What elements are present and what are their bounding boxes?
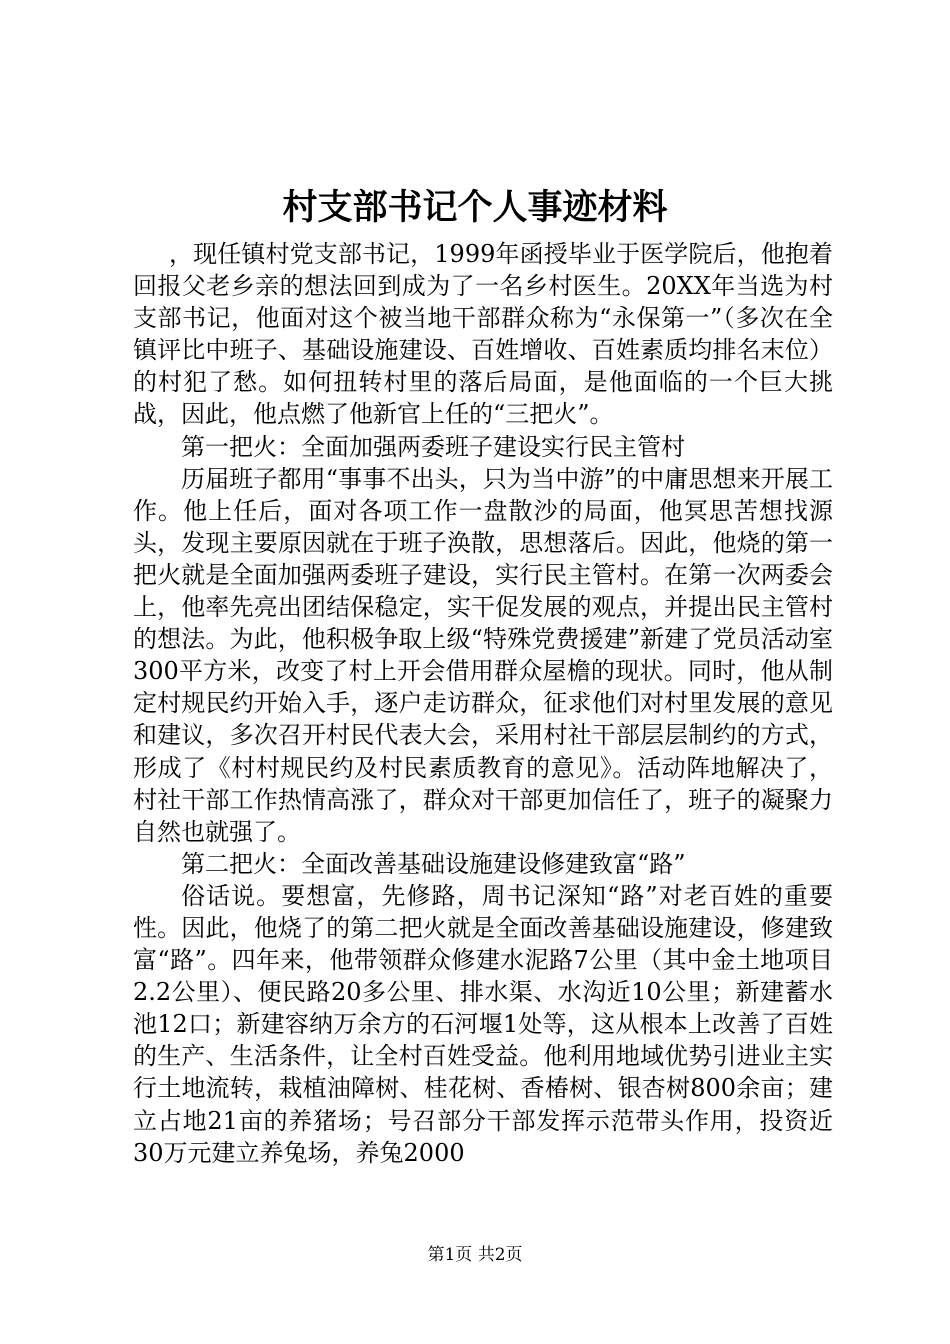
paragraph-intro: ，现任镇村党支部书记，1999年函授毕业于医学院后，他抱着回报父老乡亲的想法回到成为了一名乡村医生。20XX年当选为村支部书记，他面对这个被当地干部群众称为“永保第一”（多次在全镇评比中班子、基础设施建设、百姓增收、百姓素质均排名末位）的村犯了愁。如何扭转村里的落后局面，是他面临的一个巨大挑战，因此，他点燃了他新官上任的“三把火”。 [133, 240, 833, 429]
document-body [133, 238, 833, 1169]
page-number-footer: 第1页 共2页 [427, 1245, 523, 1265]
paragraph-first-fire: 历届班子都用“事事不出头，只为当中游”的中庸思想来开展工作。他上任后，面对各项工作一盘散沙的局面，他冥思苦想找源头，发现主要原因就在于班子涣散，思想落后。因此，他烧的第一把火就是全面加强两委班子建设，实行民主管村。在第一次两委会上，他率先亮出团结保稳定，实干促发展的观点，并提出民主管村的想法。为此，他积极争取上级“特殊党费援建”新建了党员活动室300平方米，改变了村上开会借用群众屋檐的现状。同时，他从制定村规民约开始入手，逐户走访群众，征求他们对村里发展的意见和建议，多次召开村民代表大会，采用村社干部层层制约的方式，形成了《村村规民约及村民素质教育的意见》。活动阵地解决了，村社干部工作热情高涨了，群众对干部更加信任了，班子的凝聚力自然也就强了。 [133, 464, 833, 846]
paragraph-second-fire: 俗话说。要想富，先修路，周书记深知“路”对老百姓的重要性。因此，他烧了的第二把火就是全面改善基础设施建设，修建致富“路”。四年来，他带领群众修建水泥路7公里（其中金土地项目2.2公里）、便民路20多公里、排水渠、水沟近10公里；新建蓄水池12口；新建容纳万余方的石河堰1处等，这从根本上改善了百姓的生产、生活条件，让全村百姓受益。他利用地域优势引进业主实行土地流转，栽植油障树、桂花树、香椿树、银杏树800余亩；建立占地21亩的养猪场；号召部分干部发挥示范带头作用，投资近30万元建立养兔场，养兔2000 [133, 881, 833, 1167]
document-title: 村支部书记个人事迹材料 [282, 187, 668, 228]
section-heading-first-fire: 第一把火：全面加强两委班子建设实行民主管村 [181, 432, 685, 461]
section-heading-second-fire: 第二把火：全面改善基础设施建设修建致富“路” [181, 849, 686, 878]
